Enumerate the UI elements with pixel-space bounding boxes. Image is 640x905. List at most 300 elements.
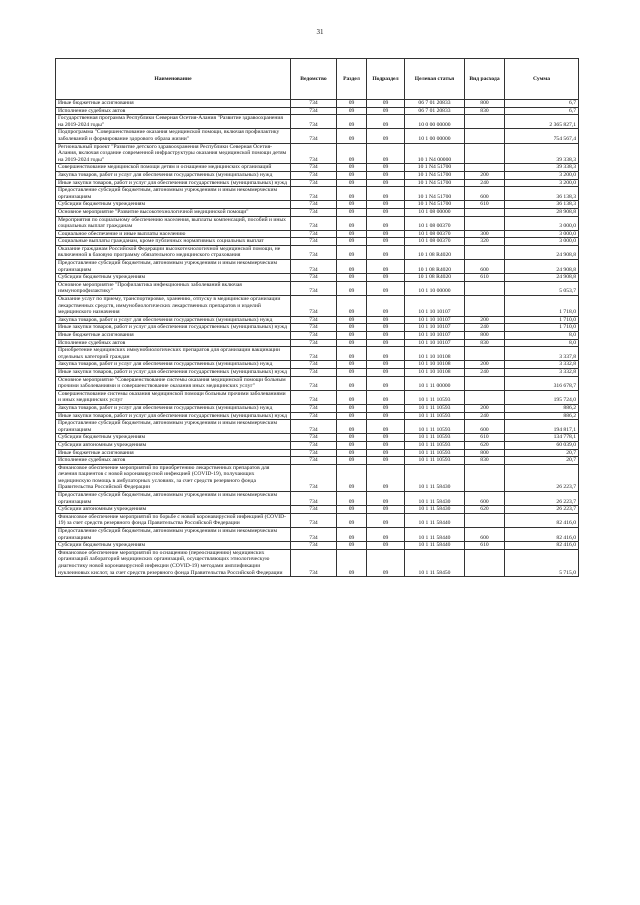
- cell-amount: 3 332,8: [505, 368, 579, 376]
- cell-dept: 734: [291, 457, 337, 465]
- cell-dept: 734: [291, 549, 337, 576]
- cell-expense-type: 610: [465, 274, 505, 282]
- cell-name: Иные закупки товаров, работ и услуг для обеспечения государственных (муниципальных) нужд: [56, 368, 291, 376]
- cell-amount: 26 223,7: [505, 492, 579, 506]
- cell-name: Закупка товаров, работ и услуг для обеспечения государственных (муниципальных) нужд: [56, 171, 291, 179]
- cell-expense-type: [465, 464, 505, 491]
- cell-expense-type: 240: [465, 324, 505, 332]
- cell-dept: 734: [291, 274, 337, 282]
- cell-name: Субсидии автономным учреждениям: [56, 441, 291, 449]
- cell-section: 09: [337, 506, 367, 514]
- cell-name: Основное мероприятие "Развитие высокотехнологичной медицинской помощи": [56, 208, 291, 216]
- table-row: [56, 361, 579, 369]
- cell-subsection: 09: [367, 324, 405, 332]
- cell-target-article: 10 1 N4 51700: [405, 201, 465, 209]
- cell-name: Совершенствование системы оказания медицинской помощи больным прочими заболеваниями и иных медицинских услуг: [56, 390, 291, 404]
- cell-target-article: 10 1 11 58440: [405, 528, 465, 542]
- cell-amount: 26 223,7: [505, 464, 579, 491]
- cell-expense-type: [465, 208, 505, 216]
- cell-expense-type: 830: [465, 457, 505, 465]
- cell-amount: 39 338,3: [505, 143, 579, 164]
- cell-amount: 8,0: [505, 339, 579, 347]
- cell-name: Иные бюджетные ассигнования: [56, 100, 291, 108]
- table-row: [56, 216, 579, 230]
- cell-amount: 6,7: [505, 107, 579, 115]
- cell-section: 09: [337, 208, 367, 216]
- cell-dept: 734: [291, 434, 337, 442]
- cell-subsection: 09: [367, 260, 405, 274]
- table-row: [56, 201, 579, 209]
- cell-amount: 1 710,0: [505, 324, 579, 332]
- cell-subsection: 09: [367, 412, 405, 420]
- cell-expense-type: 610: [465, 542, 505, 550]
- table-row: [56, 100, 579, 108]
- header-subsection: Подраздел: [367, 59, 405, 100]
- cell-target-article: 10 1 11 10593: [405, 434, 465, 442]
- table-row: [56, 179, 579, 187]
- table-row: [56, 260, 579, 274]
- cell-target-article: 10 1 10 10107: [405, 296, 465, 317]
- header-name: Наименование: [56, 59, 291, 100]
- cell-section: 09: [337, 376, 367, 390]
- cell-expense-type: 200: [465, 404, 505, 412]
- cell-section: 09: [337, 143, 367, 164]
- cell-dept: 734: [291, 347, 337, 361]
- cell-dept: 734: [291, 100, 337, 108]
- cell-name: Финансовое обеспечение мероприятий по приобретению лекарственных препаратов для лечения пациентов с новой коронавирусной инфекцией (COVID-19), получающих медицинскую помощь в амбулаторных условиях, за счет средств резервного фонда Правительства Российской Федерации: [56, 464, 291, 491]
- cell-target-article: 10 1 N4 51700: [405, 164, 465, 172]
- cell-name: Оказание услуг по приему, транспортировке, хранению, отпуску в медицинские организации лекарственных средств, иммунобиологических лекарственных препаратов и изделий медицинского назначения: [56, 296, 291, 317]
- table-row: [56, 296, 579, 317]
- cell-name: Приобретение медицинских иммунобиологических препаратов для организации вакцинации отдельных категорий граждан: [56, 347, 291, 361]
- cell-target-article: 10 1 11 10593: [405, 420, 465, 434]
- cell-dept: 734: [291, 420, 337, 434]
- cell-expense-type: 240: [465, 368, 505, 376]
- cell-target-article: 10 1 10 10108: [405, 347, 465, 361]
- table-row: [56, 376, 579, 390]
- cell-dept: 734: [291, 324, 337, 332]
- cell-subsection: 09: [367, 464, 405, 491]
- cell-section: 09: [337, 281, 367, 295]
- cell-amount: 39 338,3: [505, 164, 579, 172]
- cell-subsection: 09: [367, 361, 405, 369]
- cell-name: Субсидии бюджетным учреждениям: [56, 274, 291, 282]
- cell-section: 09: [337, 404, 367, 412]
- cell-dept: 734: [291, 187, 337, 201]
- cell-amount: 36 138,3: [505, 187, 579, 201]
- cell-name: Исполнение судебных актов: [56, 339, 291, 347]
- cell-amount: 195 724,0: [505, 390, 579, 404]
- cell-subsection: 09: [367, 492, 405, 506]
- cell-target-article: 10 1 11 58440: [405, 542, 465, 550]
- table-row: [56, 434, 579, 442]
- cell-subsection: 09: [367, 274, 405, 282]
- cell-target-article: 10 1 08 00370: [405, 238, 465, 246]
- cell-amount: 754 567,4: [505, 129, 579, 143]
- cell-target-article: 10 1 11 58450: [405, 549, 465, 576]
- cell-name: Социальные выплаты гражданам, кроме публичных нормативных социальных выплат: [56, 238, 291, 246]
- cell-name: Оказание гражданам Российской Федерации высокотехнологичной медицинской помощи, не включенной в базовую программу обязательного медицинского страхования: [56, 245, 291, 259]
- cell-name: Основное мероприятие "Профилактика инфекционных заболеваний включая иммунопрофилактику": [56, 281, 291, 295]
- cell-amount: 3 000,0: [505, 216, 579, 230]
- cell-expense-type: 610: [465, 434, 505, 442]
- cell-subsection: 09: [367, 376, 405, 390]
- cell-name: Иные закупки товаров, работ и услуг для обеспечения государственных (муниципальных) нужд: [56, 179, 291, 187]
- cell-dept: 734: [291, 208, 337, 216]
- table-row: [56, 404, 579, 412]
- cell-amount: 3 000,0: [505, 238, 579, 246]
- cell-subsection: 09: [367, 513, 405, 527]
- cell-subsection: 09: [367, 368, 405, 376]
- cell-expense-type: [465, 549, 505, 576]
- cell-target-article: 10 1 11 58440: [405, 513, 465, 527]
- cell-subsection: 09: [367, 528, 405, 542]
- cell-dept: 734: [291, 143, 337, 164]
- cell-target-article: 10 1 10 10107: [405, 332, 465, 340]
- cell-expense-type: [465, 164, 505, 172]
- table-row: [56, 316, 579, 324]
- cell-section: 09: [337, 542, 367, 550]
- cell-dept: 734: [291, 339, 337, 347]
- cell-section: 09: [337, 129, 367, 143]
- cell-section: 09: [337, 441, 367, 449]
- cell-section: 09: [337, 107, 367, 115]
- cell-subsection: 09: [367, 506, 405, 514]
- cell-name: Иные закупки товаров, работ и услуг для обеспечения государственных (муниципальных) нужд: [56, 324, 291, 332]
- cell-target-article: 10 1 10 10107: [405, 316, 465, 324]
- cell-section: 09: [337, 528, 367, 542]
- cell-name: Социальное обеспечение и иные выплаты населению: [56, 230, 291, 238]
- cell-dept: 734: [291, 238, 337, 246]
- cell-dept: 734: [291, 412, 337, 420]
- table-row: [56, 412, 579, 420]
- cell-target-article: 10 1 08 00370: [405, 216, 465, 230]
- cell-target-article: 10 1 10 00000: [405, 281, 465, 295]
- cell-subsection: 09: [367, 245, 405, 259]
- cell-dept: 734: [291, 171, 337, 179]
- cell-section: 09: [337, 187, 367, 201]
- cell-dept: 734: [291, 332, 337, 340]
- cell-expense-type: 610: [465, 201, 505, 209]
- cell-section: 09: [337, 115, 367, 129]
- cell-target-article: 10 1 08 R4020: [405, 260, 465, 274]
- cell-expense-type: 200: [465, 316, 505, 324]
- table-row: [56, 457, 579, 465]
- cell-dept: 734: [291, 513, 337, 527]
- cell-name: Финансовое обеспечение мероприятий по оснащению (переоснащению) медицинских организаций лабораторий медицинских организаций, осуществляющих этиологическую диагностику новой коронавирусной инфекции (COVID-19) методами амплификации нуклеиновых кислот, за счет средств резервного фонда Правительства Российской Федерации: [56, 549, 291, 576]
- cell-target-article: 10 1 10 10108: [405, 361, 465, 369]
- cell-section: 09: [337, 216, 367, 230]
- cell-subsection: 09: [367, 449, 405, 457]
- cell-expense-type: 240: [465, 412, 505, 420]
- cell-target-article: 10 1 N4 00000: [405, 143, 465, 164]
- cell-expense-type: 620: [465, 441, 505, 449]
- cell-expense-type: [465, 143, 505, 164]
- cell-section: 09: [337, 434, 367, 442]
- page-number: 31: [316, 28, 324, 36]
- cell-section: 09: [337, 230, 367, 238]
- cell-name: Предоставление субсидий бюджетным, автономным учреждениям и иным некоммерческим организациям: [56, 420, 291, 434]
- cell-dept: 734: [291, 368, 337, 376]
- cell-subsection: 09: [367, 100, 405, 108]
- cell-target-article: 10 1 11 10593: [405, 449, 465, 457]
- cell-name: Предоставление субсидий бюджетным, автономным учреждениям и иным некоммерческим организациям: [56, 187, 291, 201]
- cell-section: 09: [337, 201, 367, 209]
- table-row: [56, 171, 579, 179]
- cell-expense-type: 600: [465, 492, 505, 506]
- table-row: [56, 528, 579, 542]
- cell-amount: 5 715,0: [505, 549, 579, 576]
- cell-expense-type: 830: [465, 107, 505, 115]
- cell-name: Предоставление субсидий бюджетным, автономным учреждениям и иным некоммерческим организациям: [56, 492, 291, 506]
- cell-section: 09: [337, 549, 367, 576]
- cell-dept: 734: [291, 129, 337, 143]
- cell-name: Закупка товаров, работ и услуг для обеспечения государственных (муниципальных) нужд: [56, 316, 291, 324]
- cell-name: Предоставление субсидий бюджетным, автономным учреждениям и иным некоммерческим организациям: [56, 260, 291, 274]
- cell-amount: 134 778,1: [505, 434, 579, 442]
- cell-amount: 316 678,7: [505, 376, 579, 390]
- cell-expense-type: [465, 245, 505, 259]
- table-row: [56, 506, 579, 514]
- cell-subsection: 09: [367, 216, 405, 230]
- cell-amount: 3 200,0: [505, 171, 579, 179]
- cell-target-article: 10 1 08 00370: [405, 230, 465, 238]
- cell-subsection: 09: [367, 164, 405, 172]
- cell-section: 09: [337, 492, 367, 506]
- cell-subsection: 09: [367, 171, 405, 179]
- cell-dept: 734: [291, 245, 337, 259]
- cell-amount: 20,7: [505, 457, 579, 465]
- table-row: [56, 129, 579, 143]
- cell-amount: 2 365 827,1: [505, 115, 579, 129]
- header-expense-type: Вид расхода: [465, 59, 505, 100]
- cell-subsection: 09: [367, 187, 405, 201]
- cell-target-article: 10 1 11 10593: [405, 390, 465, 404]
- cell-subsection: 09: [367, 230, 405, 238]
- cell-section: 09: [337, 332, 367, 340]
- cell-section: 09: [337, 457, 367, 465]
- cell-name: Субсидии бюджетным учреждениям: [56, 201, 291, 209]
- table-row: [56, 542, 579, 550]
- cell-name: Региональный проект "Развитие детского здравоохранения Республики Северная Осетия-Алания, включая создание современной инфраструктуры оказания медицинской помощи детям на 2019-2024 годы": [56, 143, 291, 164]
- cell-section: 09: [337, 171, 367, 179]
- cell-subsection: 09: [367, 107, 405, 115]
- cell-subsection: 09: [367, 390, 405, 404]
- cell-section: 09: [337, 347, 367, 361]
- cell-dept: 734: [291, 528, 337, 542]
- cell-target-article: 10 1 11 00000: [405, 376, 465, 390]
- cell-expense-type: 600: [465, 528, 505, 542]
- cell-expense-type: [465, 115, 505, 129]
- cell-amount: 3 332,8: [505, 361, 579, 369]
- cell-target-article: 06 7 01 20833: [405, 100, 465, 108]
- table-row: [56, 238, 579, 246]
- table-row: [56, 143, 579, 164]
- cell-target-article: 10 1 10 10107: [405, 324, 465, 332]
- cell-subsection: 09: [367, 434, 405, 442]
- cell-subsection: 09: [367, 549, 405, 576]
- cell-dept: 734: [291, 216, 337, 230]
- table-row: [56, 492, 579, 506]
- cell-subsection: 09: [367, 339, 405, 347]
- cell-target-article: 10 1 N4 51700: [405, 179, 465, 187]
- cell-target-article: 10 1 11 58430: [405, 464, 465, 491]
- header-amount: Сумма: [505, 59, 579, 100]
- table-row: [56, 420, 579, 434]
- cell-subsection: 09: [367, 238, 405, 246]
- cell-amount: 24 908,8: [505, 260, 579, 274]
- cell-amount: 82 416,0: [505, 528, 579, 542]
- cell-expense-type: 200: [465, 361, 505, 369]
- cell-amount: 886,2: [505, 412, 579, 420]
- cell-expense-type: [465, 513, 505, 527]
- cell-section: 09: [337, 316, 367, 324]
- cell-dept: 734: [291, 361, 337, 369]
- table-row: [56, 208, 579, 216]
- table-row: [56, 324, 579, 332]
- cell-section: 09: [337, 324, 367, 332]
- cell-expense-type: 800: [465, 332, 505, 340]
- cell-section: 09: [337, 179, 367, 187]
- table-row: [56, 390, 579, 404]
- table-row: [56, 339, 579, 347]
- cell-target-article: 06 7 01 20833: [405, 107, 465, 115]
- cell-dept: 734: [291, 441, 337, 449]
- cell-amount: 886,2: [505, 404, 579, 412]
- cell-subsection: 09: [367, 316, 405, 324]
- cell-section: 09: [337, 245, 367, 259]
- cell-amount: 82 416,0: [505, 542, 579, 550]
- cell-section: 09: [337, 339, 367, 347]
- cell-name: Исполнение судебных актов: [56, 457, 291, 465]
- cell-subsection: 09: [367, 404, 405, 412]
- cell-amount: 8,0: [505, 332, 579, 340]
- cell-amount: 1 718,0: [505, 296, 579, 317]
- cell-dept: 734: [291, 316, 337, 324]
- cell-amount: 60 039,0: [505, 441, 579, 449]
- cell-subsection: 09: [367, 296, 405, 317]
- cell-expense-type: 620: [465, 506, 505, 514]
- cell-section: 09: [337, 260, 367, 274]
- cell-name: Подпрограмма "Совершенствование оказания медицинской помощи, включая профилактику заболеваний и формирование здорового образа жизни": [56, 129, 291, 143]
- cell-amount: 24 908,8: [505, 245, 579, 259]
- table-row: [56, 347, 579, 361]
- cell-expense-type: [465, 376, 505, 390]
- cell-dept: 734: [291, 164, 337, 172]
- cell-name: Иные бюджетные ассигнования: [56, 449, 291, 457]
- table-row: [56, 164, 579, 172]
- cell-section: 09: [337, 164, 367, 172]
- table-row: [56, 230, 579, 238]
- cell-expense-type: 300: [465, 230, 505, 238]
- cell-target-article: 10 1 08 R4020: [405, 274, 465, 282]
- header-section: Раздел: [337, 59, 367, 100]
- cell-amount: 36 138,3: [505, 201, 579, 209]
- cell-dept: 734: [291, 492, 337, 506]
- cell-name: Мероприятия по социальному обеспечению населения, выплаты компенсаций, пособий и иных социальных выплат гражданам: [56, 216, 291, 230]
- cell-subsection: 09: [367, 115, 405, 129]
- cell-dept: 734: [291, 542, 337, 550]
- cell-section: 09: [337, 238, 367, 246]
- budget-table: [55, 58, 579, 577]
- cell-section: 09: [337, 296, 367, 317]
- cell-target-article: 10 1 10 10108: [405, 368, 465, 376]
- cell-subsection: 09: [367, 201, 405, 209]
- cell-section: 09: [337, 513, 367, 527]
- cell-expense-type: [465, 129, 505, 143]
- cell-dept: 734: [291, 281, 337, 295]
- cell-section: 09: [337, 274, 367, 282]
- cell-name: Субсидии автономным учреждениям: [56, 506, 291, 514]
- cell-name: Государственная программа Республики Северная Осетия-Алания "Развитие здравоохранения на 2019-2024 годы": [56, 115, 291, 129]
- cell-section: 09: [337, 390, 367, 404]
- cell-amount: 26 223,7: [505, 506, 579, 514]
- cell-expense-type: 800: [465, 100, 505, 108]
- cell-expense-type: 600: [465, 420, 505, 434]
- cell-target-article: 10 1 11 10593: [405, 404, 465, 412]
- table-row: [56, 274, 579, 282]
- table-row: [56, 115, 579, 129]
- cell-target-article: 10 1 11 10593: [405, 412, 465, 420]
- cell-name: Исполнение судебных актов: [56, 107, 291, 115]
- cell-target-article: 10 1 N4 51700: [405, 171, 465, 179]
- cell-subsection: 09: [367, 143, 405, 164]
- cell-dept: 734: [291, 404, 337, 412]
- cell-target-article: 10 1 11 58430: [405, 492, 465, 506]
- cell-expense-type: 200: [465, 171, 505, 179]
- cell-expense-type: [465, 216, 505, 230]
- cell-dept: 734: [291, 449, 337, 457]
- cell-amount: 194 817,1: [505, 420, 579, 434]
- table-row: [56, 245, 579, 259]
- cell-target-article: 10 1 08 R4020: [405, 245, 465, 259]
- header-target-article: Целевая статья: [405, 59, 465, 100]
- cell-amount: 28 908,8: [505, 208, 579, 216]
- cell-target-article: 10 0 00 00000: [405, 115, 465, 129]
- cell-subsection: 09: [367, 457, 405, 465]
- cell-expense-type: 320: [465, 238, 505, 246]
- cell-section: 09: [337, 361, 367, 369]
- cell-target-article: 10 1 11 10593: [405, 441, 465, 449]
- cell-subsection: 09: [367, 281, 405, 295]
- cell-dept: 734: [291, 464, 337, 491]
- cell-section: 09: [337, 464, 367, 491]
- cell-expense-type: 600: [465, 187, 505, 201]
- cell-name: Предоставление субсидий бюджетным, автономным учреждениям и иным некоммерческим организациям: [56, 528, 291, 542]
- cell-dept: 734: [291, 179, 337, 187]
- cell-target-article: 10 1 11 10593: [405, 457, 465, 465]
- table-row: [56, 464, 579, 491]
- cell-dept: 734: [291, 107, 337, 115]
- cell-dept: 734: [291, 390, 337, 404]
- cell-dept: 734: [291, 230, 337, 238]
- cell-subsection: 09: [367, 347, 405, 361]
- table-row: [56, 281, 579, 295]
- table-header-row: [56, 59, 579, 100]
- cell-name: Субсидии бюджетным учреждениям: [56, 434, 291, 442]
- cell-target-article: 10 1 11 58430: [405, 506, 465, 514]
- cell-section: 09: [337, 100, 367, 108]
- cell-section: 09: [337, 420, 367, 434]
- table-row: [56, 513, 579, 527]
- cell-subsection: 09: [367, 441, 405, 449]
- cell-name: Финансовое обеспечение мероприятий по борьбе с новой коронавирусной инфекцией (COVID-19) за счет средств резервного фонда Правительства Российской Федерации: [56, 513, 291, 527]
- table-row: [56, 368, 579, 376]
- table-row: [56, 549, 579, 576]
- cell-subsection: 09: [367, 129, 405, 143]
- cell-name: Субсидии бюджетным учреждениям: [56, 542, 291, 550]
- cell-target-article: 10 1 10 10107: [405, 339, 465, 347]
